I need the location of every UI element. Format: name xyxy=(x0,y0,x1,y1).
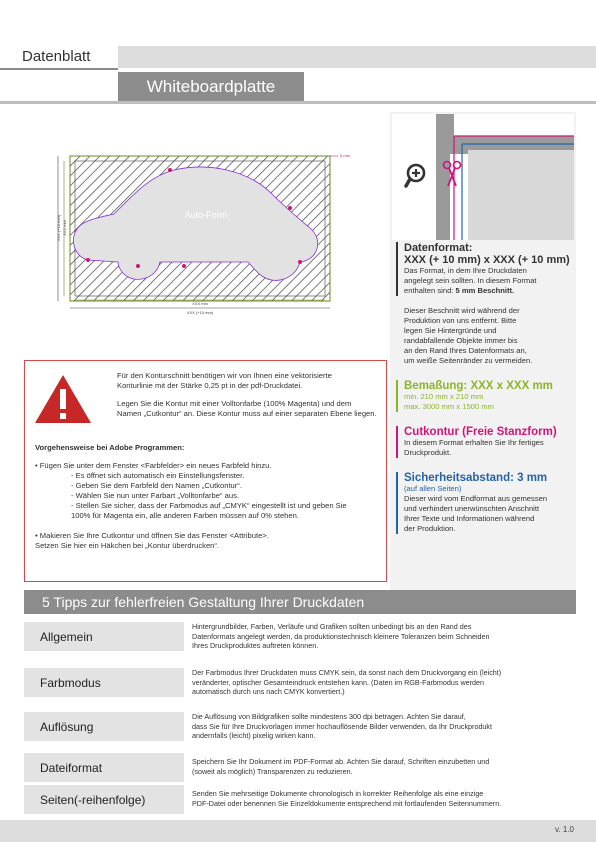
procedure-step: - Geben Sie dem Farbfeld den Namen „Cutkontur“. xyxy=(71,481,242,490)
tip-line: Senden Sie mehrseitige Dokumente chronologisch in korrekter Reihenfolge als eine einzige xyxy=(192,789,484,798)
bemassung-heading: Bemaßung: XXX x XXX mm xyxy=(404,380,553,392)
warning-text: Namen „Cutkontur“ an. Diese Kontur muss auf einer separaten Ebene liegen. xyxy=(117,409,377,418)
bleed-note: Produktion von uns entfernt. Bitte xyxy=(404,316,517,325)
tip-line: dass Sie für Ihre Druckvorlagen immer hochauflösende Bilder verwenden, da Ihr Druckprodukt xyxy=(192,721,493,731)
procedure-step: - Stellen Sie sicher, dass der Farbmodus auf „CMYK“ eingestellt ist und geben Sie xyxy=(71,501,347,510)
version-label: v. 1.0 xyxy=(555,825,574,834)
tip-label: Auflösung xyxy=(40,720,94,734)
tip-text xyxy=(192,712,576,741)
info-panel-content xyxy=(396,242,572,604)
page-title: Whiteboardplatte xyxy=(146,77,276,96)
zoom-icon xyxy=(404,162,428,190)
procedure-step: 100% für Magenta ein, alle anderen Farben müssen auf 0% stehen. xyxy=(71,511,299,520)
tip-line: (soweit als möglich) Transparenzen zu reduzieren. xyxy=(192,766,353,776)
tip-line: veränderter, optischer Gesamteindruck entstehen kann. (Daten im RGB-Farbmodus werden xyxy=(192,677,485,687)
datenformat-heading: Datenformat: xyxy=(404,242,473,254)
tip-line: automatisch durch uns nach CMYK konvertiert.) xyxy=(192,687,345,697)
sicherheit-heading: Sicherheitsabstand: 3 mm xyxy=(404,472,548,484)
tip-row xyxy=(24,622,576,651)
template-diagram xyxy=(48,148,364,318)
bemassung-max: max. 3000 mm x 1500 mm xyxy=(404,402,494,411)
tip-line: Der Farbmodus Ihrer Druckdaten muss CMYK sein, da sonst nach dem Druckvorgang ein (leicht) xyxy=(192,668,502,677)
datasheet-tab xyxy=(0,46,118,70)
title-bar xyxy=(118,72,304,102)
tip-row xyxy=(24,785,576,814)
tips-heading: 5 Tipps zur fehlerfreien Gestaltung Ihrer Druckdaten xyxy=(42,594,365,610)
warning-box xyxy=(24,360,387,582)
margin-label: 5 mm xyxy=(340,153,350,158)
tip-line: Datenformats angelegt werden, da produktionstechnisch kleinere Toleranzen beim Schneiden xyxy=(192,631,490,641)
datenformat-text: Das Format, in dem Ihre Druckdaten xyxy=(404,266,527,275)
tips-bar xyxy=(24,590,576,614)
dim-height-inner: XXX mm xyxy=(62,220,67,236)
bleed-note: legen Sie Hintergründe und xyxy=(404,326,497,335)
sicherheit-text: und verhindert unerwünschten Anschnitt xyxy=(404,504,540,513)
procedure-step: Setzen Sie hier ein Häkchen bei „Kontur überdrucken“. xyxy=(35,541,220,550)
tip-label: Seiten(-reihenfolge) xyxy=(40,793,146,807)
datenformat-text xyxy=(404,286,572,296)
bleed-note: um weiße Seitenränder zu vermeiden. xyxy=(404,356,533,365)
datenformat-text-prefix: enthalten sind: xyxy=(404,286,456,295)
tip-label: Dateiformat xyxy=(40,761,103,775)
tip-text xyxy=(192,668,576,697)
warning-text: Für den Konturschnitt benötigen wir von Ihnen eine vektorisierte xyxy=(117,371,332,380)
sicherheit-text: Dieser wird vom Endformat aus gemessen xyxy=(404,494,548,503)
tip-label-box xyxy=(24,668,184,697)
tip-row xyxy=(24,712,576,741)
tip-line: andernfalls (leicht) pixelig wirken kann. xyxy=(192,731,316,741)
datasheet-tab-label: Datenblatt xyxy=(22,48,91,65)
sicherheit-text: Ihrer Texte und Informationen während xyxy=(404,514,535,523)
tip-text xyxy=(192,789,576,808)
shape-label: Auto-Form xyxy=(184,210,228,220)
title-divider xyxy=(0,101,596,104)
footer xyxy=(0,820,596,842)
datenformat-text: angelegt sein sollten. In diesem Format xyxy=(404,276,537,285)
tip-row xyxy=(24,668,576,697)
tip-line: Hintergrundbilder, Farben, Verläufe und Grafiken sollten unbedingt bis an den Rand des xyxy=(192,622,472,631)
dim-width-outer: XXX (+10 mm) xyxy=(186,310,214,315)
bleed-note: an den Rand Ihres Datenformats an, xyxy=(404,346,527,355)
tip-label: Farbmodus xyxy=(40,676,101,690)
tip-text xyxy=(192,622,576,651)
tip-label-box xyxy=(24,622,184,651)
cutkontur-text: In diesem Format erhalten Sie Ihr fertiges xyxy=(404,438,544,447)
tip-label-box xyxy=(24,785,184,814)
procedure-step: - Wählen Sie nun unter Farbart „Volltonfarbe“ aus. xyxy=(71,491,239,500)
tip-line: PDF-Datei oder benennen Sie Einzeldokumente entsprechend mit fortlaufenden Seitennummern. xyxy=(192,798,502,808)
tip-line: Speichern Sie Ihr Dokument im PDF-Format ab. Achten Sie darauf, Schriften einzubetten und xyxy=(192,757,490,766)
warning-text: Konturlinie mit der Stärke 0,25 pt in der pdf-Druckdatei. xyxy=(117,381,303,390)
dim-height-outer: XXX (+10 mm) xyxy=(56,214,61,242)
sicherheit-text: der Produktion. xyxy=(404,524,456,533)
warning-text: Legen Sie die Kontur mit einer Volltonfarbe (100% Magenta) und dem xyxy=(117,399,352,408)
cutkontur-heading: Cutkontur (Freie Stanzform) xyxy=(404,426,557,438)
tip-text xyxy=(192,757,576,776)
tip-label-box xyxy=(24,753,184,782)
tip-line: Ihres Druckproduktes auftreten können. xyxy=(192,641,319,651)
tip-label: Allgemein xyxy=(40,630,93,644)
bleed-note: randabfallende Objekte immer bis xyxy=(404,336,518,345)
procedure-step: - Es öffnet sich automatisch ein Einstellungsfenster. xyxy=(71,471,245,480)
procedure-heading: Vorgehensweise bei Adobe Programmen: xyxy=(35,443,185,452)
procedure-step: • Makieren Sie Ihre Cutkontur und öffnen Sie das Fenster <Attribute>. xyxy=(35,531,269,540)
sicherheit-sub: (auf allen Seiten) xyxy=(404,484,462,493)
datenformat-bleed-bold: 5 mm Beschnitt. xyxy=(455,286,515,295)
datenformat-size: XXX (+ 10 mm) x XXX (+ 10 mm) xyxy=(404,254,570,266)
cutkontur-text: Druckprodukt. xyxy=(404,448,452,457)
procedure-step: • Fügen Sie unter dem Fenster <Farbfelder> ein neues Farbfeld hinzu. xyxy=(35,461,272,470)
scissors-icon xyxy=(442,160,462,190)
warning-icon xyxy=(33,373,93,425)
dim-width-inner: XXX mm xyxy=(192,301,208,306)
tip-row xyxy=(24,753,576,782)
tip-line: Die Auflösung von Bildgrafiken sollte mindestens 300 dpi betragen. Achten Sie darauf, xyxy=(192,712,466,721)
bemassung-min: min. 210 mm x 210 mm xyxy=(404,392,484,401)
bleed-note: Dieser Beschnitt wird während der xyxy=(404,306,520,315)
tip-label-box xyxy=(24,712,184,741)
